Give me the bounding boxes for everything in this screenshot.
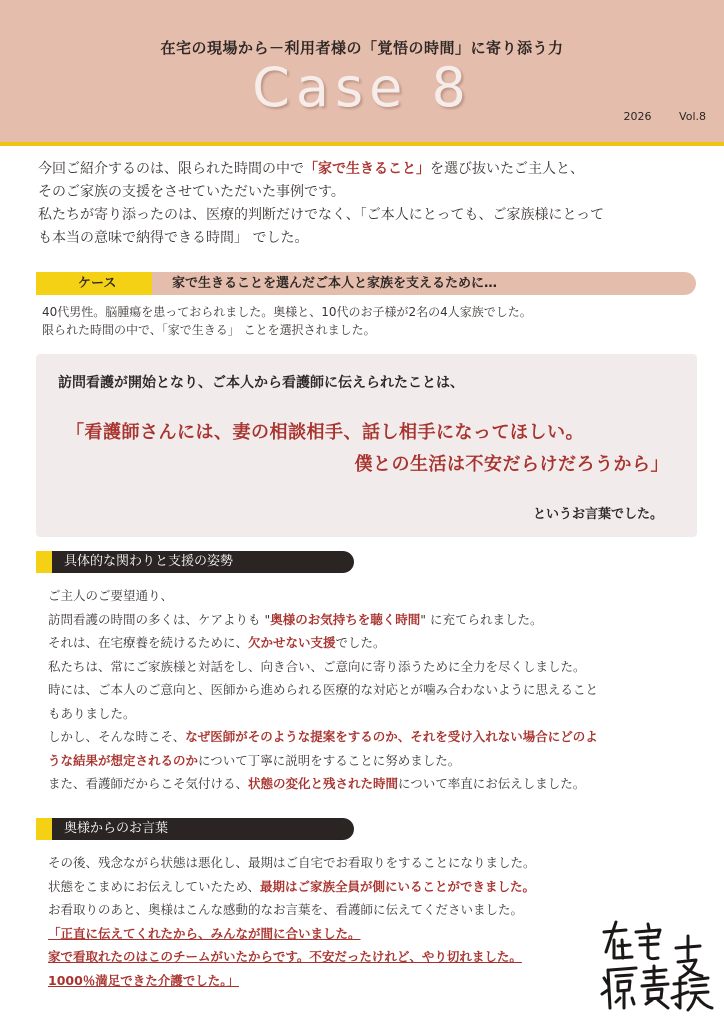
body-highlight: 奥様のお気持ちを聴く時間	[270, 611, 421, 627]
body-text: また、看護師だからこそ気付ける、	[48, 776, 249, 791]
section-heading-wife-words	[36, 818, 354, 840]
intro-line: そのご家族の支援をさせていただいた事例です。	[38, 184, 345, 200]
body-line	[48, 875, 704, 899]
intro-highlight: 「家で生きること」	[304, 161, 430, 177]
body-line: お看取りのあと、奥様はこんな感動的なお言葉を、看護師に伝えてくださいました。	[48, 902, 524, 917]
wife-quote: 1000％満足できた介護でした。」	[48, 972, 240, 988]
page-title: Case 8	[252, 56, 472, 119]
body-text: について率直にお伝えしました。	[398, 776, 586, 791]
body-highlight: 状態の変化と残された時間	[248, 776, 399, 791]
body-line	[48, 631, 704, 655]
quote-closing: というお言葉でした。	[532, 507, 663, 522]
body-text: 訪問看護の時間の多くは、ケアよりも "	[48, 611, 271, 627]
calligraphy-logo	[596, 918, 714, 1014]
case-description	[42, 303, 702, 339]
body-highlight: うな結果が想定されるのか	[48, 752, 199, 768]
case-tag: ケース	[36, 272, 152, 295]
header-subtitle: 在宅の現場から－利用者様の「覚悟の時間」に寄り添う力	[160, 39, 564, 57]
issue-volume: Vol.8	[679, 110, 706, 123]
body-text: それは、在宅療養を続けるために、	[48, 635, 249, 650]
case-heading-bar	[36, 272, 696, 295]
body-text: しかし、そんな時こそ、	[48, 729, 186, 744]
issue-year: 2026	[623, 110, 652, 123]
section-title: 奥様からのお言葉	[64, 821, 169, 836]
intro-line	[38, 158, 698, 181]
header-divider	[0, 142, 724, 146]
body-text: 状態をこまめにお伝えしていたため、	[48, 878, 261, 894]
body-highlight: なぜ医師がそのような提案をするのか、それを受け入れない場合にどのよ	[185, 729, 598, 744]
body-line: ご主人のご要望通り、	[48, 588, 174, 603]
body-text: " に充てられました。	[420, 611, 543, 627]
body-line	[48, 772, 704, 796]
quote-line: 「看護師さんには、妻の相談相手、話し相手になってほしい。	[66, 422, 584, 443]
intro-text: 今回ご紹介するのは、限られた時間の中で	[38, 161, 304, 177]
intro-line: も本当の意味で納得できる時間」 でした。	[38, 230, 309, 246]
body-line	[48, 725, 704, 749]
quote-lead: 訪問看護が開始となり、ご本人から看護師に伝えられたことは、	[58, 375, 464, 391]
case-line: 40代男性。脳腫瘍を患っておられました。奥様と、10代のお子様が2名の4人家族でした。	[42, 305, 532, 319]
body-line: 私たちは、常にご家族様と対話をし、向き合い、ご意向に寄り添うために全力を尽くしました。	[48, 658, 586, 674]
section-heading-support	[36, 551, 354, 573]
body-highlight: 最期はご家族全員が側にいることができました。	[260, 878, 536, 894]
intro-line: 私たちが寄り添ったのは、医療的判断だけでなく、「ご本人にとっても、ご家族様にとって	[38, 207, 605, 223]
header-banner	[0, 0, 724, 142]
issue-meta	[600, 110, 706, 123]
intro-paragraph	[38, 158, 698, 250]
wife-quote: 「正直に伝えてくれたから、みんなが間に合いました。	[48, 925, 361, 941]
body-line: 時には、ご本人のご意向と、医師から進められる医療的な対応とが噛み合わないように思えること	[48, 682, 599, 697]
body-text: でした。	[335, 635, 386, 650]
intro-text: を選び抜いたご主人と、	[430, 161, 584, 177]
section-marker	[36, 818, 52, 840]
wife-quote: 家で看取れたのはこのチームがいたからです。不安だったけれど、やり切れました。	[48, 949, 522, 964]
body-line: その後、残念ながら状態は悪化し、最期はご自宅でお看取りをすることになりました。	[48, 855, 536, 870]
body-line: もありました。	[48, 705, 136, 721]
section-title: 具体的な関わりと支援の姿勢	[64, 554, 234, 569]
case-line: 限られた時間の中で、「家で生きる」 ことを選択されました。	[42, 323, 376, 337]
quote-line: 僕との生活は不安だらけだろうから」	[354, 454, 669, 475]
case-heading: 家で生きることを選んだご本人と家族を支えるために…	[172, 276, 498, 291]
body-highlight: 欠かせない支援	[248, 635, 336, 650]
body-line	[48, 608, 704, 632]
support-paragraph	[48, 584, 704, 796]
section-marker	[36, 551, 52, 573]
body-text: について丁寧に説明をすることに努めました。	[198, 752, 461, 768]
body-line	[48, 749, 704, 773]
patient-quote-box	[36, 354, 697, 537]
